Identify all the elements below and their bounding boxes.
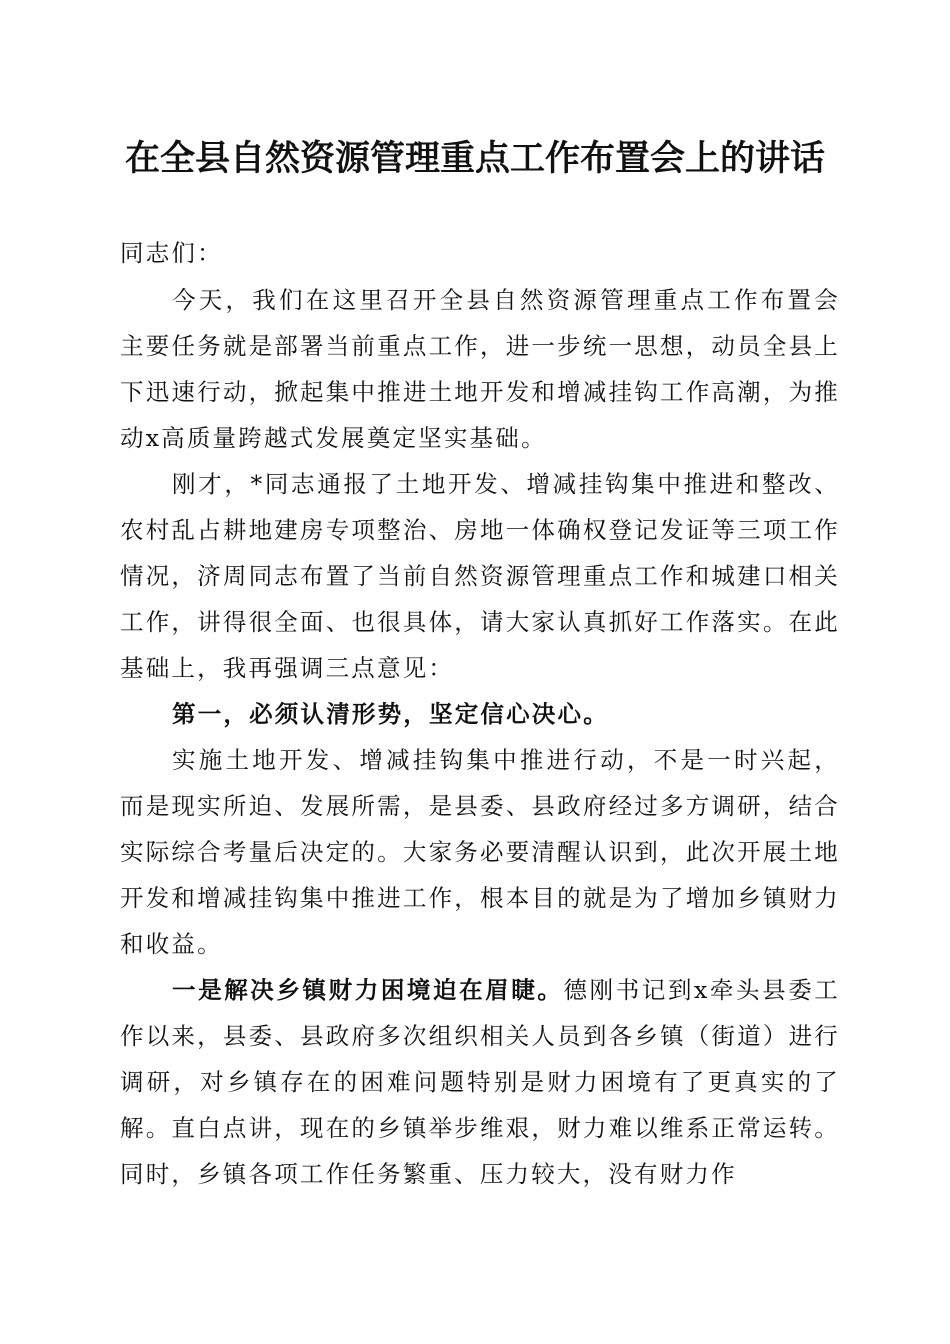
paragraph-text: 德刚书记到x牵头县委工作以来，县委、县政府多次组织相关人员到各乡镇（街道）进行调研，对乡镇存在的困难问题特别是财力困境有了更真实的了解。直白点讲，现在的乡镇举步维艰，财力难以维系正常运转。同时，乡镇各项工作任务繁重、压力较大，没有财力作	[120, 976, 841, 1188]
paragraph-intro	[120, 277, 840, 461]
paragraph-report	[120, 461, 840, 691]
paragraph-lead: 一是解决乡镇财力困境迫在眉睫。	[172, 976, 564, 1004]
section-heading-first	[120, 691, 840, 737]
paragraph-context	[120, 737, 840, 967]
paragraph-text: 刚才，*同志通报了土地开发、增减挂钩集中推进和整改、农村乱占耕地建房专项整治、房地一体确权登记发证等三项工作情况，济周同志布置了当前自然资源管理重点工作和城建口相关工作，讲得很全面、也很具体，请大家认真抓好工作落实。在此基础上，我再强调三点意见：	[120, 470, 840, 682]
section-heading-text: 第一，必须认清形势，坚定信心决心。	[172, 700, 609, 728]
paragraph-text: 实施土地开发、增减挂钩集中推进行动，不是一时兴起，而是现实所迫、发展所需，是县委、县政府经过多方调研，结合实际综合考量后决定的。大家务必要清醒认识到，此次开展土地开发和增减挂钩集中推进工作，根本目的就是为了增加乡镇财力和收益。	[120, 746, 840, 958]
document-title: 在全县自然资源管理重点工作布置会上的讲话	[124, 138, 825, 179]
paragraph-text: 今天，我们在这里召开全县自然资源管理重点工作布置会主要任务就是部署当前重点工作，进一步统一思想，动员全县上下迅速行动，掀起集中推进土地开发和增减挂钩工作高潮，为推动x高质量跨越式发展奠定坚实基础。	[120, 286, 840, 452]
salutation: 同志们：	[120, 239, 223, 267]
paragraph-point-one	[120, 967, 840, 1197]
document-body	[120, 277, 840, 1197]
